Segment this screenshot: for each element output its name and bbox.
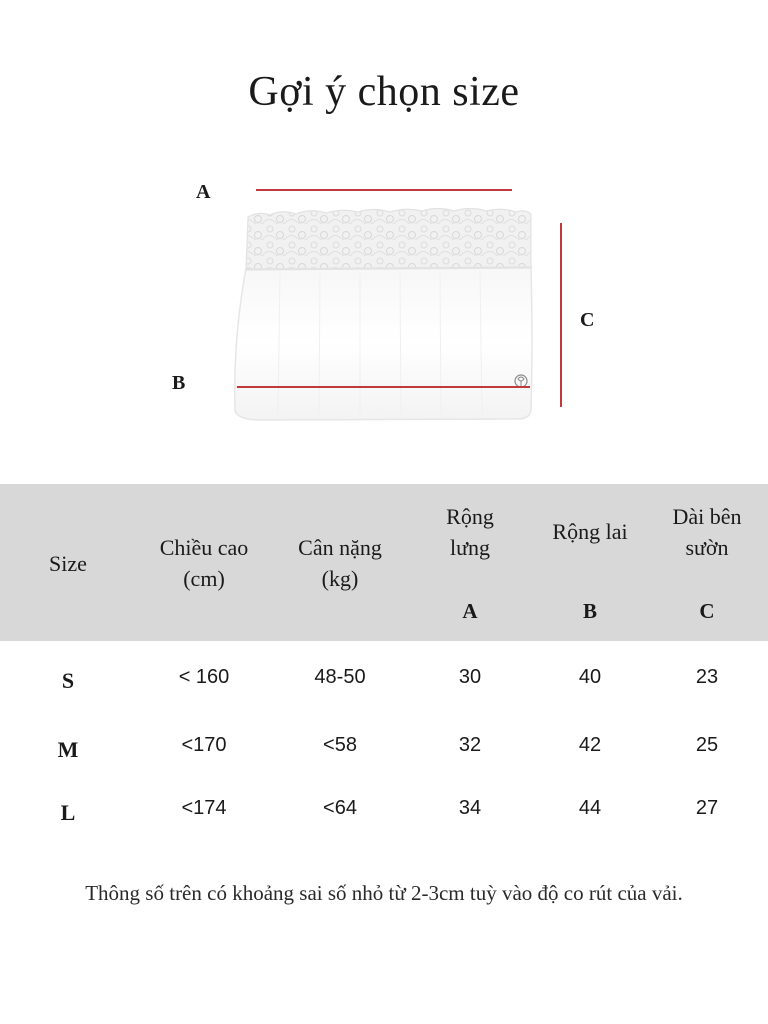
row-size-label: L (60, 800, 76, 825)
row-waist: 32 (458, 734, 482, 756)
row-weight: 48-50 (314, 666, 366, 688)
header-size: Size (49, 551, 87, 576)
header-side: Dài bên sườn (672, 504, 742, 560)
row-hem: 40 (578, 666, 602, 688)
header-waist-letter: A (462, 599, 478, 623)
row-size-label: S (61, 668, 75, 693)
header-weight: Cân nặng (kg) (298, 535, 382, 591)
row-waist: 30 (458, 666, 482, 688)
lace-waistband (246, 209, 531, 271)
row-height: <174 (181, 797, 227, 819)
size-table-header (0, 484, 768, 641)
header-hem-letter: B (582, 599, 597, 623)
row-weight: <64 (323, 797, 357, 819)
row-weight: <58 (323, 734, 357, 756)
row-height: <170 (181, 734, 227, 756)
header-waist: Rộng lưng (446, 504, 494, 560)
skirt-illustration (0, 0, 768, 460)
header-hem: Rộng lai (552, 519, 628, 544)
header-height: Chiều cao (cm) (159, 535, 249, 591)
row-side: 23 (695, 666, 719, 688)
row-hem: 42 (578, 734, 602, 756)
row-size-label: M (57, 737, 79, 762)
row-side: 25 (695, 734, 719, 756)
header-side-letter: C (699, 599, 715, 623)
tolerance-note: Thông số trên có khoảng sai số nhỏ từ 2-3cm tuỳ vào độ co rút của vải. (85, 881, 683, 905)
row-hem: 44 (578, 797, 602, 819)
row-side: 27 (695, 797, 719, 819)
label-b: B (172, 372, 186, 394)
size-diagram (0, 0, 768, 460)
row-waist: 34 (458, 797, 482, 819)
page-title: Gợi ý chọn size (248, 69, 520, 115)
label-c: C (580, 309, 595, 331)
label-a: A (196, 181, 211, 203)
row-height: < 160 (178, 666, 230, 688)
